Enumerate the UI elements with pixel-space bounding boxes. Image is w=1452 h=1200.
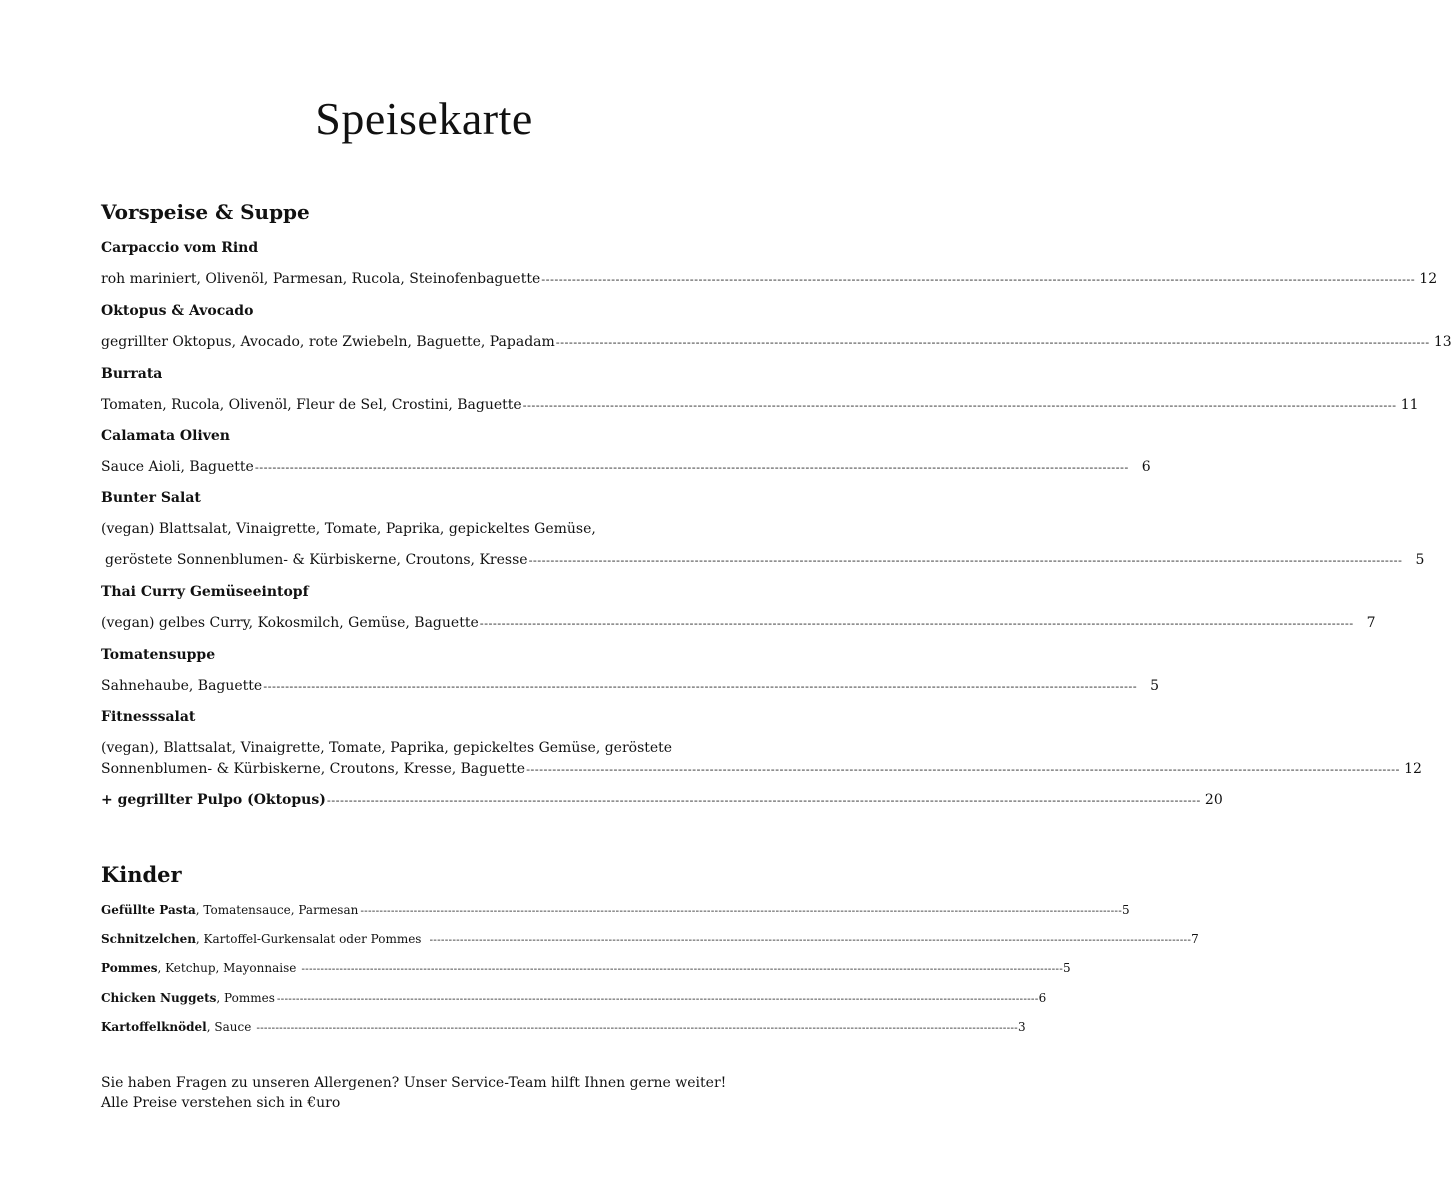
dot-leader: -------------------------------------------------------------------------------------------------------------------------------------------------------------------------------------------------------- xyxy=(263,680,1138,693)
price-note: Alle Preise verstehen sich in €uro xyxy=(101,1095,341,1111)
menu-line-calamata xyxy=(101,459,1151,475)
dot-leader: -------------------------------------------------------------------------------------------------------------------------------------------------------------------------------------------------------- xyxy=(360,906,1123,917)
kids-item-name: Chicken Nuggets xyxy=(101,991,217,1005)
dot-leader: -------------------------------------------------------------------------------------------------------------------------------------------------------------------------------------------------------- xyxy=(526,763,1400,776)
menu-line-burrata xyxy=(101,397,1419,413)
item-price: 6 xyxy=(1141,459,1151,475)
item-desc: gegrillter Oktopus, Avocado, rote Zwiebeln, Baguette, Papadam xyxy=(101,334,555,350)
kids-item-price: 5 xyxy=(1122,903,1130,917)
item-name-calamata: Calamata Oliven xyxy=(101,428,230,444)
kids-line-kartoffelknoedel xyxy=(101,1020,1026,1034)
kids-item-desc: , Pommes xyxy=(216,991,275,1005)
menu-line-tomatensuppe xyxy=(101,678,1160,694)
dot-leader: -------------------------------------------------------------------------------------------------------------------------------------------------------------------------------------------------------- xyxy=(429,935,1192,946)
addon-label: + gegrillter Pulpo (Oktopus) xyxy=(101,792,326,808)
item-desc: Sonnenblumen- & Kürbiskerne, Croutons, Kresse, Baguette xyxy=(101,761,526,777)
item-desc: (vegan) gelbes Curry, Kokosmilch, Gemüse, Baguette xyxy=(101,615,479,631)
item-name-tomatensuppe: Tomatensuppe xyxy=(101,647,216,663)
menu-line-oktopus xyxy=(101,334,1452,350)
item-price: 5 xyxy=(1415,552,1425,568)
dot-leader: -------------------------------------------------------------------------------------------------------------------------------------------------------------------------------------------------------- xyxy=(301,964,1064,975)
kids-item-desc: , Kartoffel-Gurkensalat oder Pommes xyxy=(195,932,422,946)
item-desc-line1: (vegan), Blattsalat, Vinaigrette, Tomate, Paprika, gepickeltes Gemüse, geröstete xyxy=(101,740,673,756)
item-desc: Sahnehaube, Baguette xyxy=(101,678,263,694)
menu-line-carpaccio xyxy=(101,271,1438,287)
kids-line-chicken-nuggets xyxy=(101,991,1047,1005)
item-name-burrata: Burrata xyxy=(101,366,163,382)
item-name-thai-curry: Thai Curry Gemüseeintopf xyxy=(101,584,309,600)
allergen-note: Sie haben Fragen zu unseren Allergenen? Unser Service-Team hilft Ihnen gerne weiter! xyxy=(101,1075,727,1091)
item-name-fitnesssalat: Fitnesssalat xyxy=(101,709,196,725)
kids-item-price: 3 xyxy=(1018,1020,1026,1034)
item-desc: geröstete Sonnenblumen- & Kürbiskerne, Croutons, Kresse xyxy=(105,552,528,568)
item-desc: Tomaten, Rucola, Olivenöl, Fleur de Sel, Crostini, Baguette xyxy=(101,397,522,413)
menu-line-thai-curry xyxy=(101,615,1376,631)
item-name-bunter-salat: Bunter Salat xyxy=(101,490,201,506)
addon-price: 20 xyxy=(1204,792,1223,808)
kids-item-price: 5 xyxy=(1063,961,1071,975)
kids-item-desc: , Ketchup, Mayonnaise xyxy=(157,961,297,975)
kids-line-pommes xyxy=(101,961,1071,975)
item-price: 12 xyxy=(1419,271,1438,287)
item-price: 11 xyxy=(1400,397,1419,413)
item-price: 13 xyxy=(1433,334,1452,350)
dot-leader: -------------------------------------------------------------------------------------------------------------------------------------------------------------------------------------------------------- xyxy=(254,461,1129,474)
item-price: 7 xyxy=(1366,615,1376,631)
item-desc-line1: (vegan) Blattsalat, Vinaigrette, Tomate, Paprika, gepickeltes Gemüse, xyxy=(101,521,596,537)
dot-leader: -------------------------------------------------------------------------------------------------------------------------------------------------------------------------------------------------------- xyxy=(479,617,1354,630)
menu-line-addon-pulpo xyxy=(101,792,1223,808)
item-price: 12 xyxy=(1404,761,1422,777)
menu-line-bunter-salat xyxy=(105,552,1425,568)
kids-item-price: 6 xyxy=(1038,991,1047,1005)
item-desc: Sauce Aioli, Baguette xyxy=(101,459,254,475)
item-name-oktopus: Oktopus & Avocado xyxy=(101,303,254,319)
kids-item-name: Schnitzelchen xyxy=(101,932,196,946)
item-price: 5 xyxy=(1150,678,1160,694)
item-desc: roh mariniert, Olivenöl, Parmesan, Rucola, Steinofenbaguette xyxy=(101,271,541,287)
menu-line-fitnesssalat xyxy=(101,761,1422,777)
dot-leader: -------------------------------------------------------------------------------------------------------------------------------------------------------------------------------------------------------- xyxy=(522,399,1397,412)
kids-item-price: 7 xyxy=(1191,932,1199,946)
menu-title: Speisekarte xyxy=(315,93,533,144)
section-heading-kinder: Kinder xyxy=(101,862,182,887)
kids-item-name: Kartoffelknödel xyxy=(101,1020,207,1034)
dot-leader: -------------------------------------------------------------------------------------------------------------------------------------------------------------------------------------------------------- xyxy=(528,554,1403,567)
item-name-carpaccio: Carpaccio vom Rind xyxy=(101,240,259,256)
dot-leader: -------------------------------------------------------------------------------------------------------------------------------------------------------------------------------------------------------- xyxy=(326,794,1201,807)
section-heading-vorspeise: Vorspeise & Suppe xyxy=(101,200,310,224)
kids-line-schnitzelchen xyxy=(101,932,1199,946)
dot-leader: -------------------------------------------------------------------------------------------------------------------------------------------------------------------------------------------------------- xyxy=(555,336,1430,349)
kids-item-desc: , Tomatensauce, Parmesan xyxy=(195,903,359,917)
kids-line-pasta xyxy=(101,903,1130,917)
dot-leader: -------------------------------------------------------------------------------------------------------------------------------------------------------------------------------------------------------- xyxy=(541,273,1416,286)
dot-leader: -------------------------------------------------------------------------------------------------------------------------------------------------------------------------------------------------------- xyxy=(256,1023,1018,1034)
kids-item-desc: , Sauce xyxy=(206,1020,252,1034)
kids-item-name: Pommes xyxy=(101,961,158,975)
kids-item-name: Gefüllte Pasta xyxy=(101,903,196,917)
dot-leader: -------------------------------------------------------------------------------------------------------------------------------------------------------------------------------------------------------- xyxy=(276,994,1039,1005)
